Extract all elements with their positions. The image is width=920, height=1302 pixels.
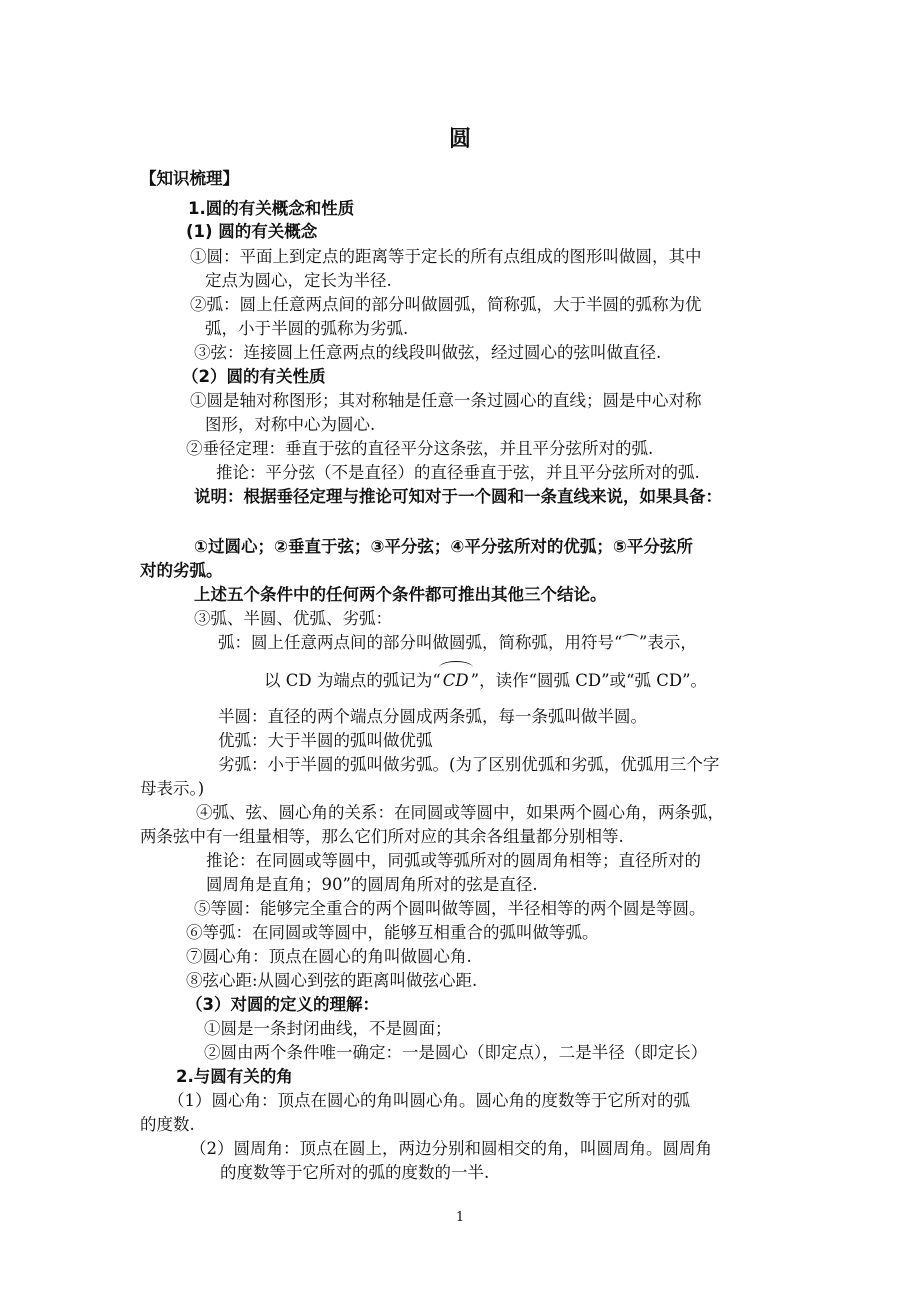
text-line: ②垂径定理：垂直于弦的直径平分这条弦，并且平分弦所对的弧. (186, 439, 654, 458)
text-segment: 以 CD 为端点的弧记为“ (264, 671, 441, 690)
section-header: 【知识梳理】 (140, 169, 239, 188)
text-line: （2）圆周角：顶点在圆上，两边分别和圆相交的角，叫圆周角。圆周角 (190, 1139, 712, 1158)
text-line: 推论：在同圆或等圆中，同弧或等弧所对的圆周角相等；直径所对的 (206, 851, 701, 870)
text-line: ⑤等圆：能够完全重合的两个圆叫做等圆，半径相等的两个圆是等圆。 (194, 899, 706, 918)
conditions-line: ①过圆心；②垂直于弦；③平分弦；④平分弦所对的优弧；⑤平分弦所 (194, 537, 693, 556)
arc-cd-symbol: CD (442, 671, 469, 690)
text-line: 优弧：大于半圆的弧叫做优弧 (218, 731, 433, 750)
text-line: ②圆由两个条件唯一确定：一是圆心（即定点），二是半径（即定长） (204, 1043, 708, 1062)
text-line: 圆周角是直角；90”的圆周角所对的弦是直径. (206, 875, 538, 894)
text-line: 的度数等于它所对的弧的度数的一半. (220, 1163, 490, 1182)
text-line: ⑥等弧：在同圆或等圆中，能够互相重合的弧叫做等弧。 (186, 923, 599, 942)
page-title: 圆 (448, 127, 471, 152)
text-line: ①圆是一条封闭曲线，不是圆面； (204, 1019, 452, 1038)
heading-1-2: （2）圆的有关性质 (182, 367, 326, 386)
conditions-line: 上述五个条件中的任何两个条件都可推出其他三个结论。 (194, 585, 607, 604)
text-line: ②弧：圆上任意两点间的部分叫做圆弧，简称弧，大于半圆的弧称为优 (190, 295, 702, 314)
heading-1-1: (1) 圆的有关概念 (186, 222, 318, 241)
text-line: ⑧弦心距:从圆心到弦的距离叫做弦心距. (186, 971, 478, 990)
text-line: （1）圆心角：顶点在圆心的角叫圆心角。圆心角的度数等于它所对的弧 (168, 1091, 690, 1110)
text-line: ①圆是轴对称图形；其对称轴是任意一条过圆心的直线；圆是中心对称 (190, 391, 702, 410)
text-line: 的度数. (140, 1115, 195, 1134)
text-line: 弧：圆上任意两点间的部分叫做圆弧，简称弧，用符号“⌒”表示， (218, 633, 697, 652)
text-line: 劣弧：小于半圆的弧叫做劣弧。(为了区别优弧和劣弧，优弧用三个字 (218, 755, 720, 774)
heading-1: 1.圆的有关概念和性质 (188, 199, 355, 218)
page-number: 1 (455, 1210, 465, 1225)
text-segment: ”，读作“圆弧 CD”或“弧 CD”。 (470, 671, 708, 690)
text-line: 母表示。) (140, 779, 205, 798)
text-line: ①圆：平面上到定点的距离等于定长的所有点组成的图形叫做圆，其中 (190, 247, 702, 266)
text-line: ③弧、半圆、优弧、劣弧： (194, 609, 392, 628)
note-line: 说明：根据垂径定理与推论可知对于一个圆和一条直线来说，如果具备： (194, 487, 722, 506)
text-line: 推论：平分弦（不是直径）的直径垂直于弦，并且平分弦所对的弧. (216, 463, 700, 482)
conditions-line: 对的劣弧。 (140, 561, 223, 580)
text-line: ④弧、弦、圆心角的关系：在同圆或等圆中，如果两个圆心角，两条弧， (196, 803, 724, 822)
text-line: 半圆：直径的两个端点分圆成两条弧，每一条弧叫做半圆。 (218, 707, 647, 726)
text-line: ⑦圆心角：顶点在圆心的角叫做圆心角. (186, 947, 472, 966)
text-line: ③弦：连接圆上任意两点的线段叫做弦，经过圆心的弦叫做直径. (194, 343, 662, 362)
heading-2: 2.与圆有关的角 (176, 1067, 293, 1086)
arc-notation-line (264, 670, 707, 692)
text-line: 图形，对称中心为圆心. (205, 415, 376, 434)
text-line: 弧，小于半圆的弧称为劣弧. (205, 319, 409, 338)
text-line: 两条弦中有一组量相等，那么它们所对应的其余各组量都分别相等. (140, 827, 624, 846)
heading-1-3: （3）对圆的定义的理解： (186, 995, 379, 1014)
text-line: 定点为圆心，定长为半径. (205, 271, 392, 290)
